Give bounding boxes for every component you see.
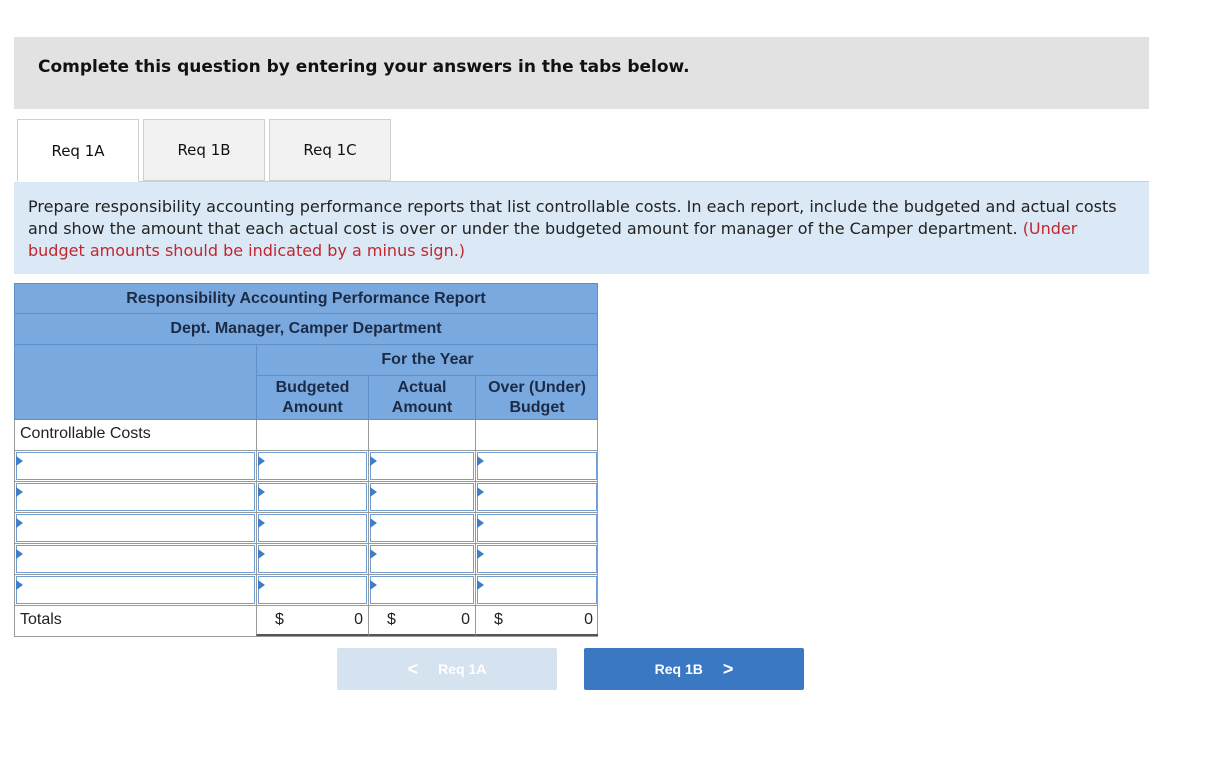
actual-header: Actual Amount bbox=[368, 376, 475, 420]
actual-input[interactable] bbox=[370, 452, 474, 480]
section-row bbox=[14, 420, 598, 451]
over-under-total: $ 0 bbox=[475, 606, 598, 636]
table-row bbox=[14, 482, 598, 513]
budgeted-input[interactable] bbox=[258, 576, 367, 604]
actual-input[interactable] bbox=[370, 483, 474, 511]
table-row bbox=[14, 575, 598, 606]
report-title: Responsibility Accounting Performance Report bbox=[14, 283, 598, 314]
over-under-input[interactable] bbox=[477, 452, 597, 480]
over-under-input[interactable] bbox=[477, 483, 597, 511]
cost-name-input[interactable] bbox=[16, 452, 255, 480]
totals-row bbox=[14, 606, 598, 637]
actual-input[interactable] bbox=[370, 576, 474, 604]
instructions-panel bbox=[14, 182, 1149, 274]
budgeted-input[interactable] bbox=[258, 514, 367, 542]
report-subtitle: Dept. Manager, Camper Department bbox=[14, 314, 598, 345]
chevron-left-icon: < bbox=[407, 658, 419, 679]
cost-name-input[interactable] bbox=[16, 576, 255, 604]
totals-label: Totals bbox=[20, 611, 62, 628]
instructions-text: Prepare responsibility accounting performance reports that list controllable costs. In each report, include the budgeted and actual costs and show the amount that each actual cost is over or under the budgeted amount for manager of the Camper department. bbox=[28, 197, 1117, 238]
table-row bbox=[14, 451, 598, 482]
over-under-input[interactable] bbox=[477, 514, 597, 542]
budgeted-input[interactable] bbox=[258, 483, 367, 511]
over-under-input[interactable] bbox=[477, 545, 597, 573]
budgeted-input[interactable] bbox=[258, 545, 367, 573]
over-under-header: Over (Under) Budget bbox=[475, 376, 598, 420]
cost-name-input[interactable] bbox=[16, 483, 255, 511]
budgeted-input[interactable] bbox=[258, 452, 367, 480]
cost-name-input[interactable] bbox=[16, 545, 255, 573]
tab-req-1c[interactable]: Req 1C bbox=[269, 119, 391, 181]
chevron-right-icon: > bbox=[722, 658, 734, 679]
section-label: Controllable Costs bbox=[20, 425, 151, 442]
banner-title: Complete this question by entering your answers in the tabs below. bbox=[38, 57, 690, 77]
period-header: For the Year bbox=[256, 345, 598, 376]
next-button[interactable] bbox=[584, 648, 804, 690]
column-header bbox=[14, 345, 598, 420]
budgeted-header: Budgeted Amount bbox=[256, 376, 368, 420]
instruction-banner bbox=[14, 37, 1149, 109]
performance-report bbox=[14, 283, 598, 637]
over-under-input[interactable] bbox=[477, 576, 597, 604]
prev-button[interactable] bbox=[337, 648, 557, 690]
table-row bbox=[14, 544, 598, 575]
budgeted-total: $ 0 bbox=[256, 606, 368, 636]
next-button-label: Req 1B bbox=[654, 661, 703, 677]
cost-name-input[interactable] bbox=[16, 514, 255, 542]
actual-total: $ 0 bbox=[368, 606, 475, 636]
table-row bbox=[14, 513, 598, 544]
actual-input[interactable] bbox=[370, 545, 474, 573]
actual-input[interactable] bbox=[370, 514, 474, 542]
prev-button-label: Req 1A bbox=[438, 661, 487, 677]
instructions-note: (Under budget amounts should be indicated by a minus sign.) bbox=[28, 219, 1078, 260]
tab-req-1b[interactable]: Req 1B bbox=[143, 119, 265, 181]
tab-req-1a[interactable]: Req 1A bbox=[17, 119, 139, 182]
